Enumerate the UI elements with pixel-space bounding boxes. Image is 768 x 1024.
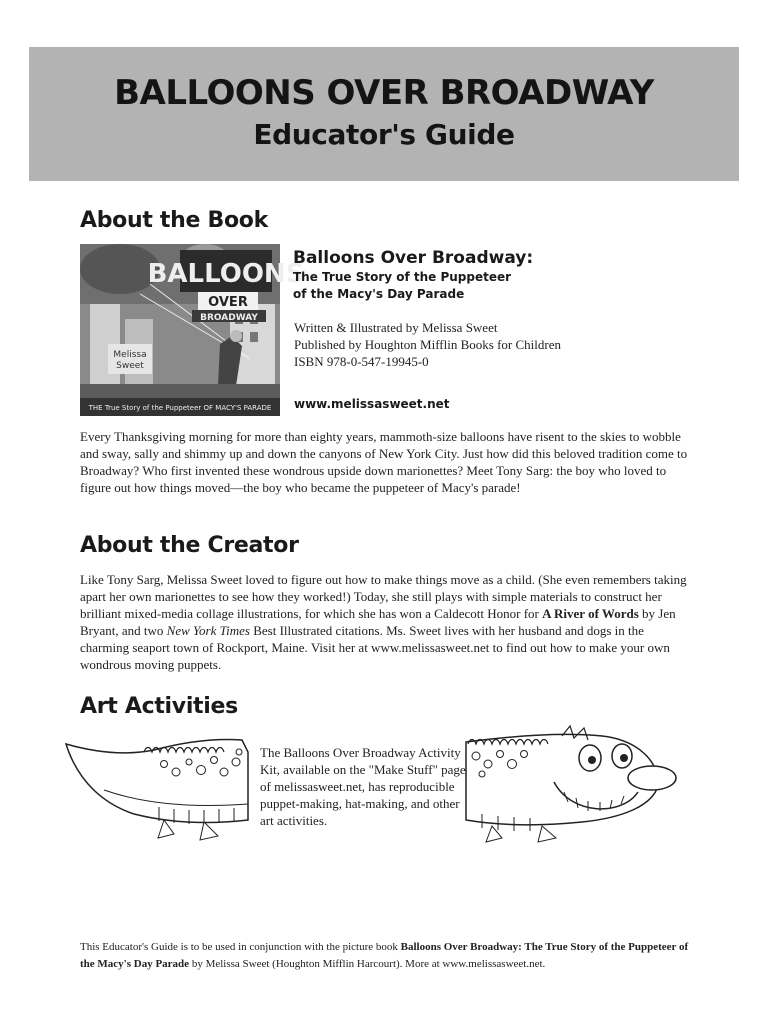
cover-title-line1: BALLOONS [147, 259, 305, 289]
title-banner [29, 47, 739, 181]
cover-author-line1: Melissa [113, 350, 147, 360]
cover-author-line2: Sweet [116, 361, 144, 371]
book-credit: Written & Illustrated by Melissa Sweet [294, 320, 498, 335]
author-website-link[interactable]: www.melissasweet.net [294, 397, 450, 411]
book-publisher: Published by Houghton Mifflin Books for Children [294, 337, 561, 352]
cover-strap: THE True Story of the Puppeteer OF MACY'S PARADE [88, 404, 272, 412]
book-title: Balloons Over Broadway: [293, 248, 534, 268]
footer-note: This Educator's Guide is to be used in conjunction with the picture book Balloons Over Broadway: The True Story of the Puppeteer of the Macy's Day Parade by Melissa Sweet (Houghton Mifflin Harcourt). More at www.melissasweet.net. [80, 941, 689, 970]
art-activities-heading: Art Activities [80, 694, 238, 719]
guide-title: BALLOONS OVER BROADWAY [114, 73, 654, 113]
book-cover-image [80, 244, 305, 416]
activity-kit-text: The Balloons Over Broadway Activity Kit, available on the "Make Stuff" page of melissasweet.net, has reproducible puppet-making, hat-making, and other art activities. [260, 745, 466, 828]
footer-book-title: Balloons Over Broadway: The True Story of the Puppeteer of the Macy's Day Parade [80, 941, 689, 970]
guide-subtitle: Educator's Guide [253, 118, 515, 151]
cover-title-line2: OVER [208, 295, 248, 310]
dragon-tail-illustration [64, 732, 254, 847]
river-of-words-title: A River of Words [542, 606, 639, 621]
creator-bio: Like Tony Sarg, Melissa Sweet loved to figure out how to make things move as a child. (She even remembers taking apart her own marionettes to see how they worked!) Today, she still plays with simple materials to construct her brilliant mixed-media collage illustrations, for which she has won a Caldecott Honor for A River of Words by Jen Bryant, and two New York Times Best Illustrated citations. Ms. Sweet lives with her husband and dogs in the charming seaport town of Rockport, Maine. Visit her at www.melissasweet.net to find out how to make your own wondrous moving puppets. [80, 572, 687, 672]
book-isbn: ISBN 978-0-547-19945-0 [294, 354, 429, 369]
dragon-head-illustration [462, 726, 682, 844]
about-book-heading: About the Book [80, 208, 268, 233]
book-subtitle-line1: The True Story of the Puppeteer [293, 270, 512, 284]
cover-title-line3: BROADWAY [200, 313, 258, 323]
nyt-title: New York Times [166, 623, 250, 638]
book-subtitle-line2: of the Macy's Day Parade [293, 287, 465, 301]
about-creator-heading: About the Creator [80, 533, 299, 558]
book-summary: Every Thanksgiving morning for more than eighty years, mammoth-size balloons have risent to the skies to wobble and sway, sally and shimmy up and down the canyons of New York City. Just how did this beloved tradition come to Broadway? Who first invented these wondrous upside down marionettes? Meet Tony Sarg: the boy who loved to figure out how things moved—the boy who became the puppeteer of Macy's parade! [80, 429, 688, 495]
